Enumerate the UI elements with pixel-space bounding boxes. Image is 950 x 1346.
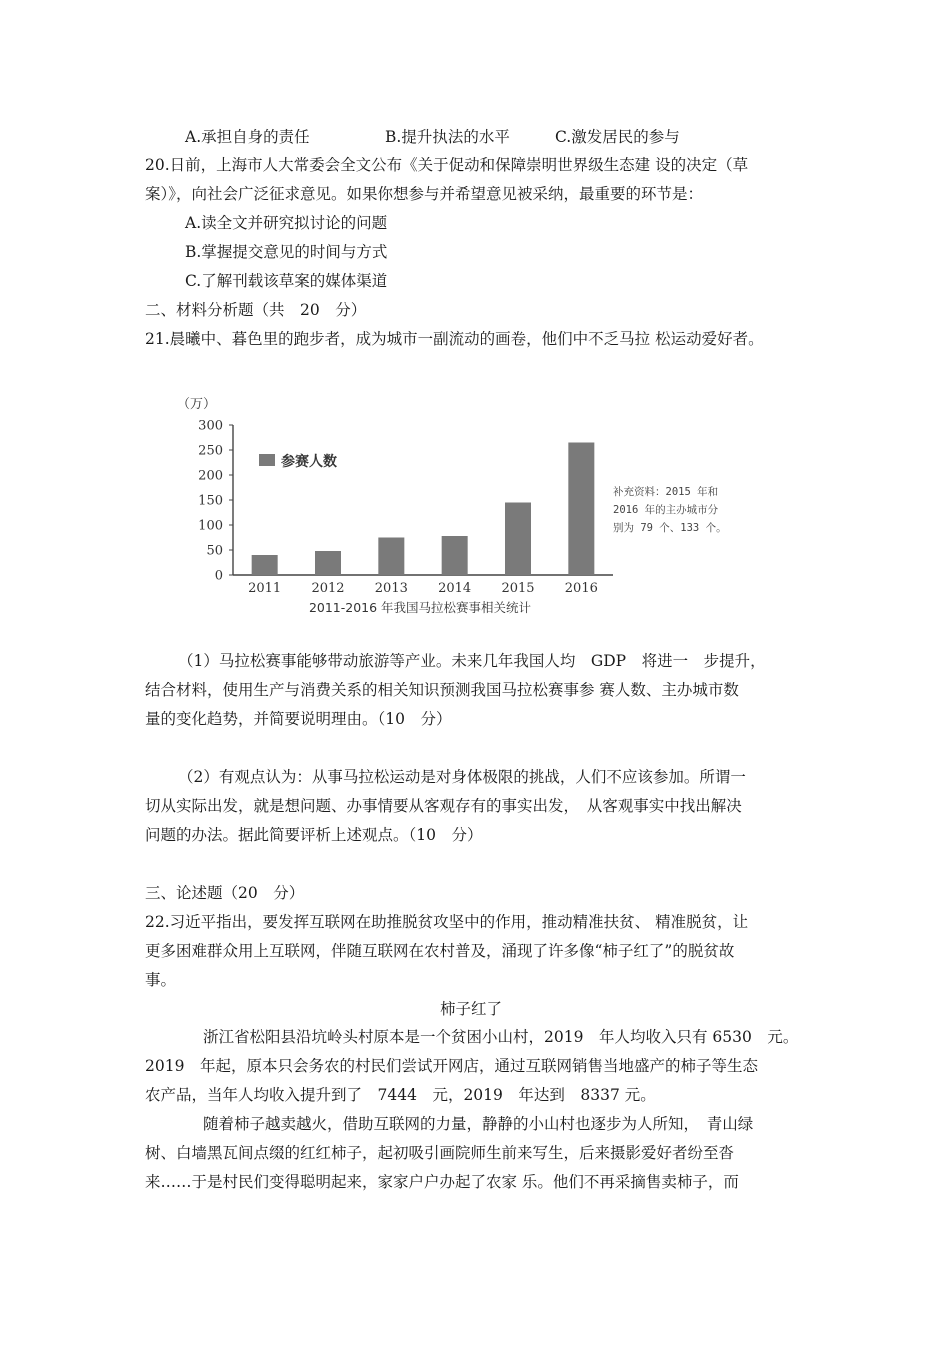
q20-option-c: C.了解刊载该草案的媒体渠道 <box>185 272 388 290</box>
q21-sub2-line3: 问题的办法。据此简要评析上述观点。（10 分） <box>145 826 483 844</box>
chart-y-tick-label: 50 <box>206 543 223 559</box>
q22-stem-line2: 更多困难群众用上互联网，伴随互联网在农村普及，涌现了许多像“柿子红了”的脱贫故 <box>145 942 735 960</box>
q20-stem-line2: 案）》，向社会广泛征求意见。如果你想参与并希望意见被采纳，最重要的环节是： <box>145 185 704 203</box>
chart-x-tick-label: 2011 <box>248 581 282 596</box>
chart-bar-2014 <box>442 536 468 575</box>
chart-y-tick-label: 0 <box>214 568 223 584</box>
marathon-chart <box>175 388 727 620</box>
section3-heading: 三、论述题（20 分） <box>145 884 305 902</box>
chart-legend-swatch <box>259 454 275 466</box>
chart-y-tick-label: 250 <box>198 443 223 459</box>
chart-x-tick-label: 2012 <box>311 581 345 596</box>
marathon-chart-svg <box>175 388 727 620</box>
chart-bar-2016 <box>568 443 594 576</box>
chart-note-line3: 别为 79 个、133 个。 <box>613 522 727 534</box>
q22-stem-line1: 22.习近平指出，要发挥互联网在助推脱贫攻坚中的作用，推动精准扶贫、 精准脱贫，让 <box>145 913 749 931</box>
story-p1-line3: 农产品，当年人均收入提升到了 7444 元，2019 年达到 8337 元。 <box>145 1086 656 1104</box>
chart-x-tick-label: 2013 <box>374 581 408 596</box>
chart-bar-2011 <box>252 555 278 575</box>
chart-bar-2015 <box>505 503 531 576</box>
chart-y-unit-label: （万） <box>177 397 217 412</box>
story-p2-line2: 树、白墙黑瓦间点缀的红红柿子，起初吸引画院师生前来写生，后来摄影爱好者纷至沓 <box>145 1144 735 1162</box>
q21-sub1-line3: 量的变化趋势，并简要说明理由。（10 分） <box>145 710 452 728</box>
q21-sub1-line1: （1）马拉松赛事能够带动旅游等产业。未来几年我国人均 GDP 将进一 步提升， <box>178 652 766 670</box>
story-p2-line3: 来……于是村民们变得聪明起来，家家户户办起了农家 乐。他们不再采摘售卖柿子，而 <box>145 1173 739 1191</box>
q21-sub2-line1: （2）有观点认为：从事马拉松运动是对身体极限的挑战，人们不应该参加。所谓一 <box>178 768 746 786</box>
chart-x-tick-label: 2015 <box>501 581 535 596</box>
chart-y-tick-label: 300 <box>198 418 223 434</box>
story-p1-line2: 2019 年起，原本只会务农的村民们尝试开网店，通过互联网销售当地盛产的柿子等生态 <box>145 1057 758 1075</box>
chart-note-line1: 补充资料：2015 年和 <box>613 486 719 498</box>
q20-option-a: A.读全文并研究拟讨论的问题 <box>185 214 388 232</box>
q19-option-c: C.激发居民的参与 <box>555 128 680 146</box>
chart-legend-label: 参赛人数 <box>281 454 337 470</box>
q19-option-b: B.提升执法的水平 <box>385 128 510 146</box>
chart-x-tick-label: 2016 <box>564 581 598 596</box>
q22-stem-line3: 事。 <box>145 971 177 989</box>
chart-bar-2012 <box>315 551 341 575</box>
story-p2-line1: 随着柿子越卖越火，借助互联网的力量，静静的小山村也逐步为人所知， 青山绿 <box>203 1115 754 1133</box>
q21-sub1-line2: 结合材料，使用生产与消费关系的相关知识预测我国马拉松赛事参 赛人数、主办城市数 <box>145 681 739 699</box>
chart-title: 2011-2016 年我国马拉松赛事相关统计 <box>308 600 532 615</box>
chart-y-tick-label: 200 <box>198 468 223 484</box>
chart-bar-2013 <box>378 538 404 576</box>
q21-sub2-line2: 切从实际出发，就是想问题、办事情要从客观存有的事实出发， 从客观事实中找出解决 <box>145 797 742 815</box>
chart-y-tick-label: 100 <box>198 518 223 534</box>
q21-stem: 21.晨曦中、暮色里的跑步者，成为城市一副流动的画卷，他们中不乏马拉 松运动爱好者。 <box>145 330 764 348</box>
q20-option-b: B.掌握提交意见的时间与方式 <box>185 243 388 261</box>
q19-option-a: A.承担自身的责任 <box>185 128 310 146</box>
chart-y-tick-label: 150 <box>198 493 223 509</box>
q20-stem-line1: 20.日前，上海市人大常委会全文公布《关于促动和保障崇明世界级生态建 设的决定（草 <box>145 156 749 174</box>
chart-note-line2: 2016 年的主办城市分 <box>613 504 719 516</box>
story-title: 柿子红了 <box>440 1000 503 1018</box>
section2-heading: 二、材料分析题（共 20 分） <box>145 301 367 319</box>
chart-x-tick-label: 2014 <box>438 581 472 596</box>
story-p1-line1: 浙江省松阳县沿坑岭头村原本是一个贫困小山村，2019 年人均收入只有 6530 元。 <box>203 1028 799 1046</box>
